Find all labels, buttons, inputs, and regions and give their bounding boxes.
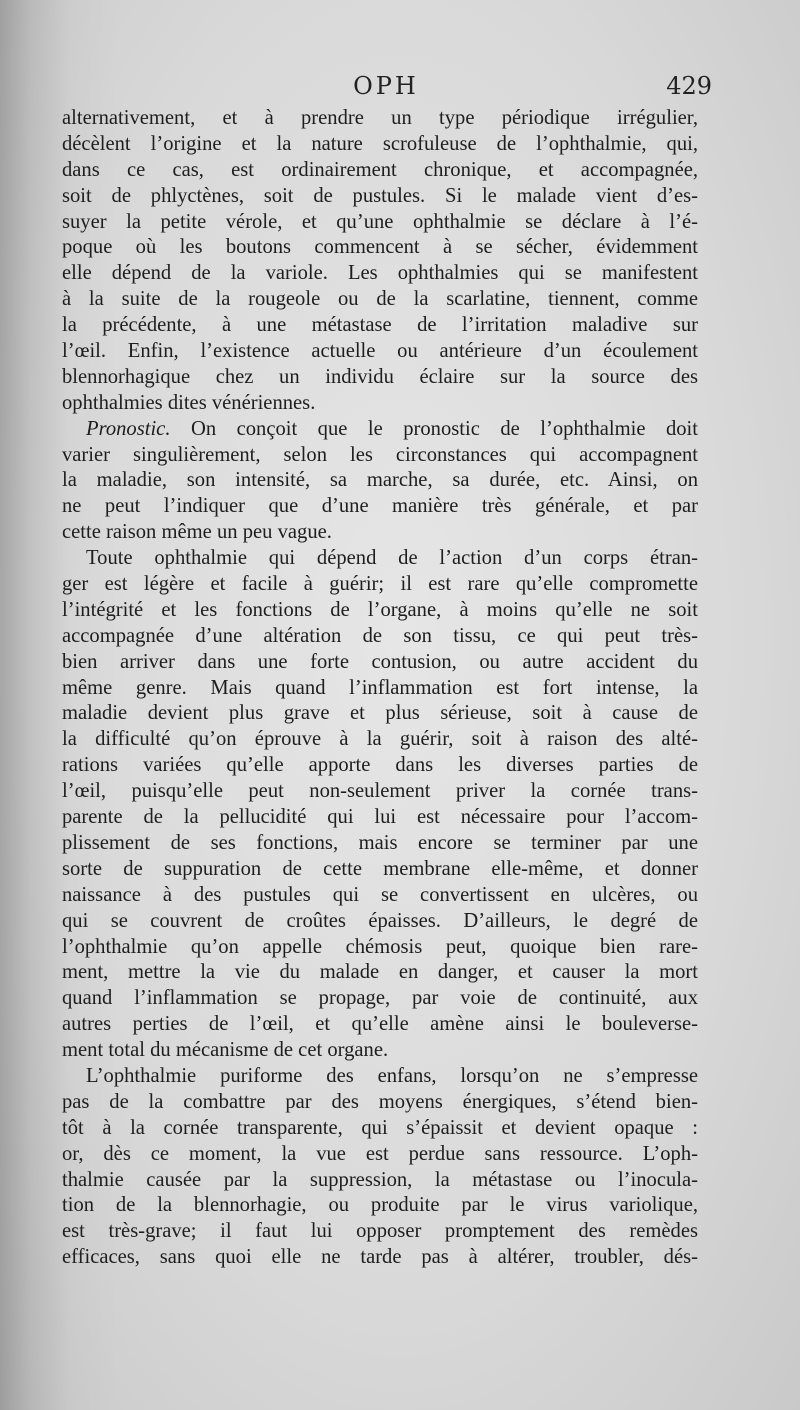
- text-line: poque où les boutons commencent à se sécher, évidemment: [62, 236, 698, 259]
- text-line: L’ophthalmie puriforme des enfans, lorsqu’on ne s’empresse: [86, 1064, 698, 1087]
- text-line: ment, mettre la vie du malade en danger, et causer la mort: [62, 961, 698, 984]
- text-line: sorte de suppuration de cette membrane elle-même, et donner: [62, 857, 698, 880]
- text-line: l’œil. Enfin, l’existence actuelle ou antérieure d’un écoulement: [62, 340, 698, 363]
- text-line: plissement de ses fonctions, mais encore se terminer par une: [62, 831, 698, 854]
- text-line: l’ophthalmie qu’on appelle chémosis peut, quoique bien rare-: [62, 935, 698, 958]
- text-line: l’œil, puisqu’elle peut non-seulement priver la cornée trans-: [62, 780, 698, 803]
- text-line: elle dépend de la variole. Les ophthalmies qui se manifestent: [62, 262, 698, 285]
- text-line: est très-grave; il faut lui opposer promptement des remèdes: [62, 1220, 698, 1243]
- text-line: ophthalmies dites vénériennes.: [62, 391, 316, 414]
- text-line: cette raison même un peu vague.: [62, 521, 332, 544]
- text-line: suyer la petite vérole, et qu’une ophthalmie se déclare à l’é-: [62, 210, 698, 233]
- text-line: dans ce cas, est ordinairement chronique, et accompagnée,: [62, 158, 698, 181]
- text-line: rations variées qu’elle apporte dans les diverses parties de: [62, 754, 698, 777]
- text-line: efficaces, sans quoi elle ne tarde pas à altérer, troubler, dés-: [62, 1246, 698, 1269]
- text-line: alternativement, et à prendre un type périodique irrégulier,: [62, 107, 698, 129]
- text-line: naissance à des pustules qui se convertissent en ulcères, ou: [62, 883, 698, 906]
- text-line: soit de phlyctènes, soit de pustules. Si le malade vient d’es-: [62, 184, 698, 207]
- text-line: bien arriver dans une forte contusion, ou autre accident du: [62, 650, 698, 673]
- running-header: [60, 72, 712, 106]
- text-line: parente de la pellucidité qui lui est nécessaire pour l’accom-: [62, 806, 698, 829]
- text-line: la difficulté qu’on éprouve à la guérir, soit à raison des alté-: [62, 728, 698, 751]
- running-title: OPH: [353, 72, 419, 100]
- text-line: accompagnée d’une altération de son tissu, ce qui peut très-: [62, 624, 698, 647]
- text-line: quand l’inflammation se propage, par voie de continuité, aux: [62, 987, 698, 1010]
- text-line: pas de la combattre par des moyens énergiques, s’étend bien-: [62, 1090, 698, 1113]
- text-line: la précédente, à une métastase de l’irritation maladive sur: [62, 314, 698, 337]
- text-line: tion de la blennorhagie, ou produite par le virus variolique,: [62, 1194, 698, 1217]
- text-line: l’intégrité et les fonctions de l’organe, à moins qu’elle ne soit: [62, 598, 698, 621]
- body-text: [62, 106, 698, 1271]
- text-line: qui se couvrent de croûtes épaisses. D’ailleurs, le degré de: [62, 909, 698, 932]
- text-line: ne peut l’indiquer que d’une manière très générale, et par: [62, 495, 698, 518]
- text-line: thalmie causée par la suppression, la métastase ou l’inocula-: [62, 1168, 698, 1191]
- text-line: Toute ophthalmie qui dépend de l’action d’un corps étran-: [86, 547, 698, 570]
- text-line: blennorhagique chez un individu éclaire sur la source des: [62, 365, 698, 388]
- text-line: varier singulièrement, selon les circonstances qui accompagnent: [62, 443, 698, 466]
- text-line: maladie devient plus grave et plus sérieuse, soit à cause de: [62, 702, 698, 725]
- text-line: même genre. Mais quand l’inflammation est fort intense, la: [62, 676, 698, 699]
- text-line: ment total du mécanisme de cet organe.: [62, 1039, 389, 1062]
- text-line: la maladie, son intensité, sa marche, sa durée, etc. Ainsi, on: [62, 469, 698, 492]
- text-line: tôt à la cornée transparente, qui s’épaissit et devient opaque :: [62, 1116, 698, 1139]
- text-line: décèlent l’origine et la nature scrofuleuse de l’ophthalmie, qui,: [62, 132, 698, 155]
- text-line: ger est légère et facile à guérir; il est rare qu’elle compromette: [62, 573, 698, 596]
- text-line: à la suite de la rougeole ou de la scarlatine, tiennent, comme: [62, 288, 698, 311]
- page-number: 429: [666, 72, 712, 100]
- text-line: or, dès ce moment, la vue est perdue sans ressource. L’oph-: [62, 1142, 698, 1165]
- text-line: Pronostic. On conçoit que le pronostic de l’ophthalmie doit: [86, 417, 698, 440]
- text-line: autres perties de l’œil, et qu’elle amène ainsi le bouleverse-: [62, 1013, 698, 1036]
